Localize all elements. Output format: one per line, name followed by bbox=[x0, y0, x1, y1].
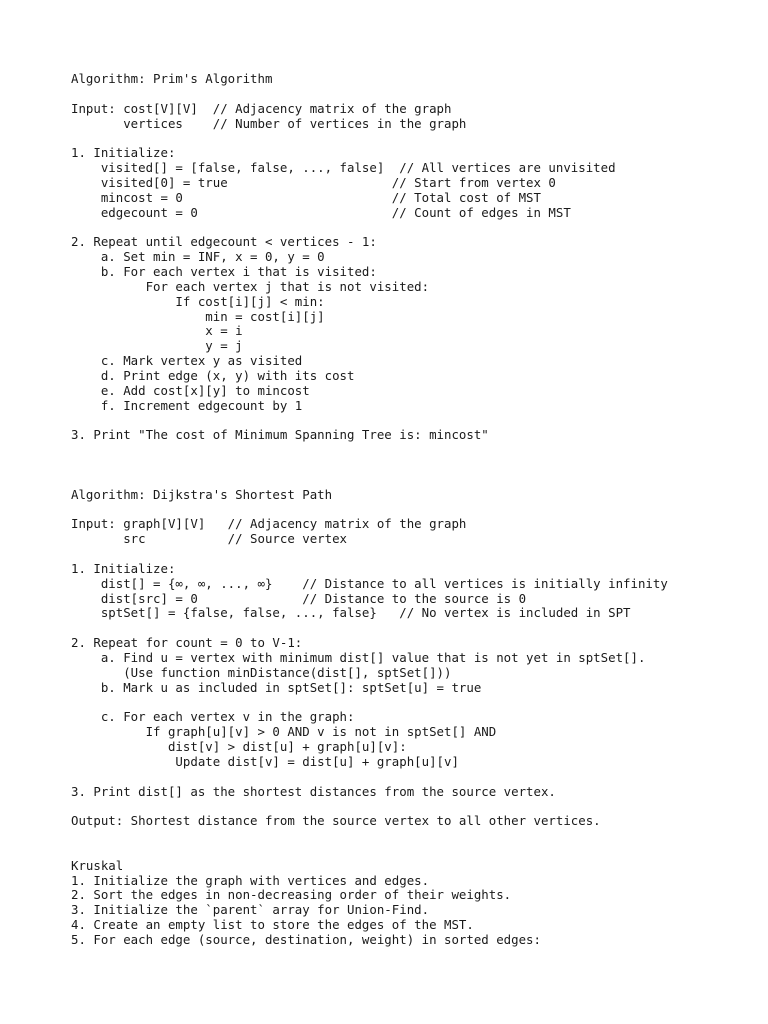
dijkstra-step2-line: 2. Repeat for count = 0 to V-1: bbox=[71, 635, 303, 651]
dijkstra-step2c-line: c. For each vertex v in the graph: bbox=[71, 709, 355, 725]
prim-step2-line: a. Set min = INF, x = 0, y = 0 bbox=[71, 249, 325, 265]
dijkstra-step1-line: sptSet[] = {false, false, ..., false} // No vertex is included in SPT bbox=[71, 605, 631, 621]
prim-step2-line: d. Print edge (x, y) with its cost bbox=[71, 367, 355, 383]
dijkstra-step3-line: 3. Print dist[] as the shortest distances from the source vertex. bbox=[71, 783, 556, 799]
prim-step2-line: e. Add cost[x][y] to mincost bbox=[71, 382, 310, 398]
prim-step2-line: x = i bbox=[71, 323, 243, 339]
document-page bbox=[71, 72, 751, 948]
dijkstra-input-line: src // Source vertex bbox=[71, 531, 348, 547]
prim-step1-line: edgecount = 0 // Count of edges in MST bbox=[71, 204, 571, 220]
dijkstra-step2-line: (Use function minDistance(dist[], sptSet[])) bbox=[71, 664, 452, 680]
kruskal-step-line: 1. Initialize the graph with vertices and edges. bbox=[71, 872, 430, 888]
dijkstra-step1-line: dist[src] = 0 // Distance to the source is 0 bbox=[71, 590, 527, 606]
dijkstra-input-line: Input: graph[V][V] // Adjacency matrix of the graph bbox=[71, 516, 467, 532]
kruskal-step-line: 4. Create an empty list to store the edges of the MST. bbox=[71, 917, 474, 933]
prim-step2-line: b. For each vertex i that is visited: bbox=[71, 263, 377, 279]
kruskal-step-line: 5. For each edge (source, destination, weight) in sorted edges: bbox=[71, 931, 541, 947]
dijkstra-section bbox=[71, 488, 751, 829]
dijkstra-step2c-line: If graph[u][v] > 0 AND v is not in sptSet[] AND bbox=[71, 724, 497, 740]
prim-input-line: vertices // Number of vertices in the graph bbox=[71, 115, 467, 131]
dijkstra-step1-line: dist[] = {∞, ∞, ..., ∞} // Distance to all vertices is initially infinity bbox=[71, 575, 668, 591]
prim-input-line: Input: cost[V][V] // Adjacency matrix of the graph bbox=[71, 100, 452, 116]
prim-step1-line: mincost = 0 // Total cost of MST bbox=[71, 189, 541, 205]
dijkstra-step1-line: 1. Initialize: bbox=[71, 560, 176, 576]
prim-step2-line: For each vertex j that is not visited: bbox=[71, 278, 430, 294]
kruskal-section bbox=[71, 859, 751, 948]
dijkstra-title: Algorithm: Dijkstra's Shortest Path bbox=[71, 486, 333, 502]
prim-step1-line: 1. Initialize: bbox=[71, 145, 176, 161]
kruskal-step-line: 3. Initialize the `parent` array for Union-Find. bbox=[71, 902, 430, 918]
prim-step3-line: 3. Print "The cost of Minimum Spanning Tree is: mincost" bbox=[71, 427, 489, 443]
prim-title: Algorithm: Prim's Algorithm bbox=[71, 71, 273, 86]
dijkstra-step2-line: a. Find u = vertex with minimum dist[] value that is not yet in sptSet[]. bbox=[71, 649, 646, 665]
prim-step2-line: f. Increment edgecount by 1 bbox=[71, 397, 303, 413]
prim-step1-line: visited[0] = true // Start from vertex 0 bbox=[71, 174, 556, 190]
dijkstra-step2-line: b. Mark u as included in sptSet[]: sptSet[u] = true bbox=[71, 679, 482, 695]
dijkstra-step2c-line: dist[v] > dist[u] + graph[u][v]: bbox=[71, 738, 407, 754]
kruskal-title: Kruskal bbox=[71, 857, 124, 873]
prim-step2-line: 2. Repeat until edgecount < vertices - 1: bbox=[71, 234, 377, 250]
prim-step2-line: If cost[i][j] < min: bbox=[71, 293, 325, 309]
dijkstra-step2c-line: Update dist[v] = dist[u] + graph[u][v] bbox=[71, 753, 459, 769]
dijkstra-output-line: Output: Shortest distance from the source vertex to all other vertices. bbox=[71, 813, 601, 829]
prim-section bbox=[71, 72, 751, 443]
prim-step1-line: visited[] = [false, false, ..., false] // All vertices are unvisited bbox=[71, 160, 616, 176]
prim-step2-line: y = j bbox=[71, 338, 243, 354]
prim-step2-line: c. Mark vertex y as visited bbox=[71, 353, 303, 369]
prim-step2-line: min = cost[i][j] bbox=[71, 308, 325, 324]
kruskal-step-line: 2. Sort the edges in non-decreasing order of their weights. bbox=[71, 887, 512, 903]
